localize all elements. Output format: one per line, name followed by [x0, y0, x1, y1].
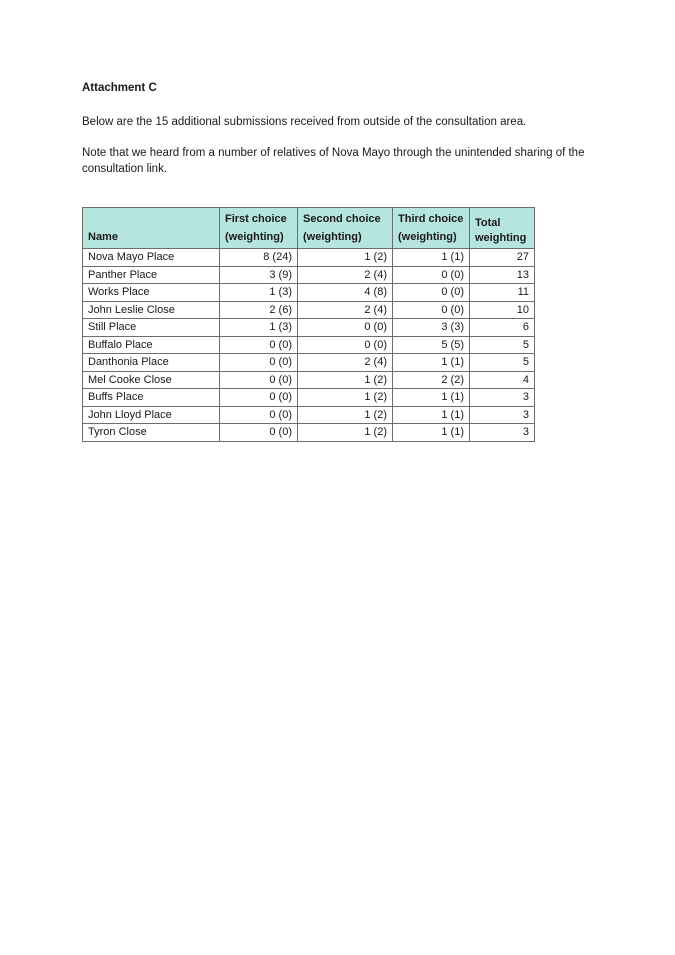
cell-name: John Lloyd Place	[83, 406, 220, 424]
cell-third: 0 (0)	[393, 301, 470, 319]
cell-first: 0 (0)	[220, 424, 298, 442]
page-heading: Attachment C	[82, 82, 157, 94]
cell-third: 1 (1)	[393, 406, 470, 424]
submissions-table	[82, 207, 535, 442]
cell-name: Mel Cooke Close	[83, 371, 220, 389]
table-row	[83, 266, 535, 284]
cell-second: 2 (4)	[298, 354, 393, 372]
cell-second: 1 (2)	[298, 406, 393, 424]
header-second-choice: Second choice (weighting)	[298, 208, 393, 249]
cell-name: Still Place	[83, 319, 220, 337]
header-first-choice: First choice (weighting)	[220, 208, 298, 249]
cell-first: 3 (9)	[220, 266, 298, 284]
cell-second: 1 (2)	[298, 389, 393, 407]
cell-second: 2 (4)	[298, 301, 393, 319]
cell-total: 11	[470, 284, 535, 302]
cell-total: 5	[470, 354, 535, 372]
cell-third: 1 (1)	[393, 389, 470, 407]
cell-third: 0 (0)	[393, 284, 470, 302]
table-row	[83, 301, 535, 319]
cell-name: Nova Mayo Place	[83, 249, 220, 267]
cell-name: Buffalo Place	[83, 336, 220, 354]
cell-first: 0 (0)	[220, 389, 298, 407]
table-row	[83, 371, 535, 389]
cell-third: 0 (0)	[393, 266, 470, 284]
cell-total: 13	[470, 266, 535, 284]
cell-second: 1 (2)	[298, 371, 393, 389]
cell-total: 6	[470, 319, 535, 337]
cell-second: 1 (2)	[298, 249, 393, 267]
table-row	[83, 354, 535, 372]
cell-second: 2 (4)	[298, 266, 393, 284]
cell-name: Works Place	[83, 284, 220, 302]
cell-name: Panther Place	[83, 266, 220, 284]
cell-second: 0 (0)	[298, 336, 393, 354]
note-paragraph: Note that we heard from a number of relatives of Nova Mayo through the unintended sharing of the consultation link.	[82, 147, 585, 175]
cell-third: 1 (1)	[393, 354, 470, 372]
header-total-weighting: Total weighting	[470, 208, 535, 249]
cell-first: 8 (24)	[220, 249, 298, 267]
table-row	[83, 284, 535, 302]
cell-total: 3	[470, 389, 535, 407]
header-third-choice: Third choice (weighting)	[393, 208, 470, 249]
cell-first: 1 (3)	[220, 319, 298, 337]
cell-first: 0 (0)	[220, 371, 298, 389]
cell-name: Tyron Close	[83, 424, 220, 442]
cell-second: 0 (0)	[298, 319, 393, 337]
table-row	[83, 319, 535, 337]
cell-third: 1 (1)	[393, 424, 470, 442]
header-name: Name	[83, 208, 220, 249]
table-row	[83, 424, 535, 442]
cell-first: 0 (0)	[220, 336, 298, 354]
table-row	[83, 336, 535, 354]
cell-total: 10	[470, 301, 535, 319]
table-row	[83, 406, 535, 424]
cell-third: 3 (3)	[393, 319, 470, 337]
cell-name: Danthonia Place	[83, 354, 220, 372]
cell-first: 0 (0)	[220, 406, 298, 424]
cell-total: 5	[470, 336, 535, 354]
intro-paragraph: Below are the 15 additional submissions received from outside of the consultation area.	[82, 116, 527, 128]
cell-third: 2 (2)	[393, 371, 470, 389]
table-row	[83, 389, 535, 407]
cell-first: 1 (3)	[220, 284, 298, 302]
cell-name: Buffs Place	[83, 389, 220, 407]
table-row	[83, 249, 535, 267]
cell-first: 2 (6)	[220, 301, 298, 319]
table-header-row	[83, 208, 535, 249]
cell-first: 0 (0)	[220, 354, 298, 372]
cell-third: 5 (5)	[393, 336, 470, 354]
cell-total: 3	[470, 424, 535, 442]
cell-total: 4	[470, 371, 535, 389]
cell-second: 1 (2)	[298, 424, 393, 442]
cell-third: 1 (1)	[393, 249, 470, 267]
cell-second: 4 (8)	[298, 284, 393, 302]
cell-name: John Leslie Close	[83, 301, 220, 319]
cell-total: 27	[470, 249, 535, 267]
cell-total: 3	[470, 406, 535, 424]
